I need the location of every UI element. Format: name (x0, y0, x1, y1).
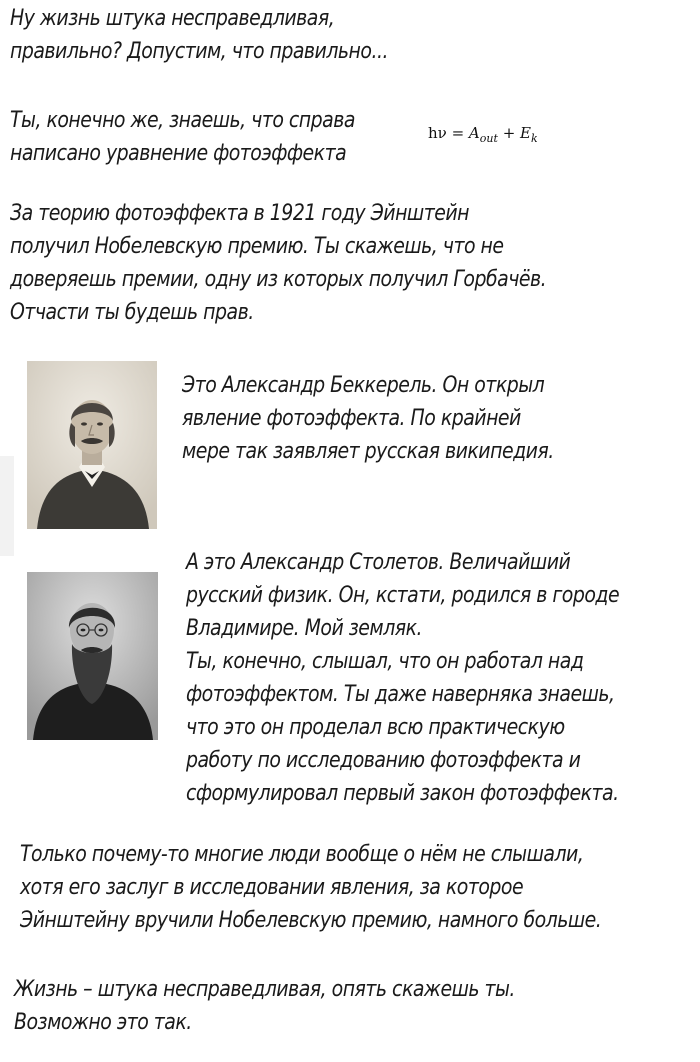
becquerel-portrait-illustration (27, 361, 157, 529)
nobel-line: За теорию фотоэффекта в 1921 году Эйнштейн (10, 201, 469, 226)
intro-line: Ну жизнь штука несправедливая, (10, 6, 335, 31)
stoletov-line: русский физик. Он, кстати, родился в городе (186, 583, 620, 608)
equation-work-function-subscript: out (479, 132, 498, 145)
formula-paragraph-line: написано уравнение фотоэффекта (10, 141, 347, 166)
outro-line: Возможно это так. (14, 1010, 192, 1035)
left-edge-shade (0, 456, 14, 556)
stoletov-portrait (27, 572, 158, 740)
stoletov-line: сформулировал первый закон фотоэффекта. (186, 781, 619, 806)
nobel-line: доверяешь премии, одну из которых получил Горбачёв. (10, 267, 547, 292)
outro-paragraph (14, 973, 515, 1039)
legacy-line: Эйнштейну вручили Нобелевскую премию, намного больше. (20, 908, 602, 933)
stoletov-line: что это он проделал всю практическую (186, 715, 565, 740)
equation-plus: + (502, 124, 516, 142)
stoletov-line: фотоэффектом. Ты даже наверняка знаешь, (186, 682, 615, 707)
becquerel-paragraph (182, 369, 554, 468)
photoelectric-equation (428, 124, 538, 145)
equation-kinetic-energy-subscript: k (531, 132, 538, 145)
intro-paragraph (10, 2, 388, 68)
becquerel-line: Это Александр Беккерель. Он открыл (182, 373, 545, 398)
legacy-line: хотя его заслуг в исследовании явления, за которое (20, 875, 524, 900)
nobel-line: получил Нобелевскую премию. Ты скажешь, что не (10, 234, 504, 259)
becquerel-portrait (27, 361, 157, 529)
nobel-paragraph (10, 197, 546, 329)
outro-line: Жизнь – штука несправедливая, опять скажешь ты. (14, 977, 515, 1002)
equation-equals: = (451, 124, 465, 142)
becquerel-line: явление фотоэффекта. По крайней (182, 406, 521, 431)
equation-work-function: A (468, 124, 480, 142)
nobel-line: Отчасти ты будешь прав. (10, 300, 254, 325)
stoletov-line: работу по исследованию фотоэффекта и (186, 748, 581, 773)
stoletov-line: Владимире. Мой земляк. (186, 616, 423, 641)
stoletov-line: Ты, конечно, слышал, что он работал над (186, 649, 584, 674)
equation-lhs: hν (428, 124, 447, 142)
legacy-paragraph (20, 838, 601, 937)
stoletov-portrait-illustration (27, 572, 158, 740)
becquerel-line: мере так заявляет русская википедия. (182, 439, 554, 464)
intro-line: правильно? Допустим, что правильно... (10, 39, 388, 64)
legacy-line: Только почему-то многие люди вообще о нём не слышали, (20, 842, 584, 867)
equation-kinetic-energy: E (520, 124, 531, 142)
stoletov-paragraph (186, 546, 619, 810)
stoletov-line: А это Александр Столетов. Величайший (186, 550, 571, 575)
formula-paragraph-line: Ты, конечно же, знаешь, что справа (10, 108, 355, 133)
formula-paragraph (10, 104, 355, 170)
